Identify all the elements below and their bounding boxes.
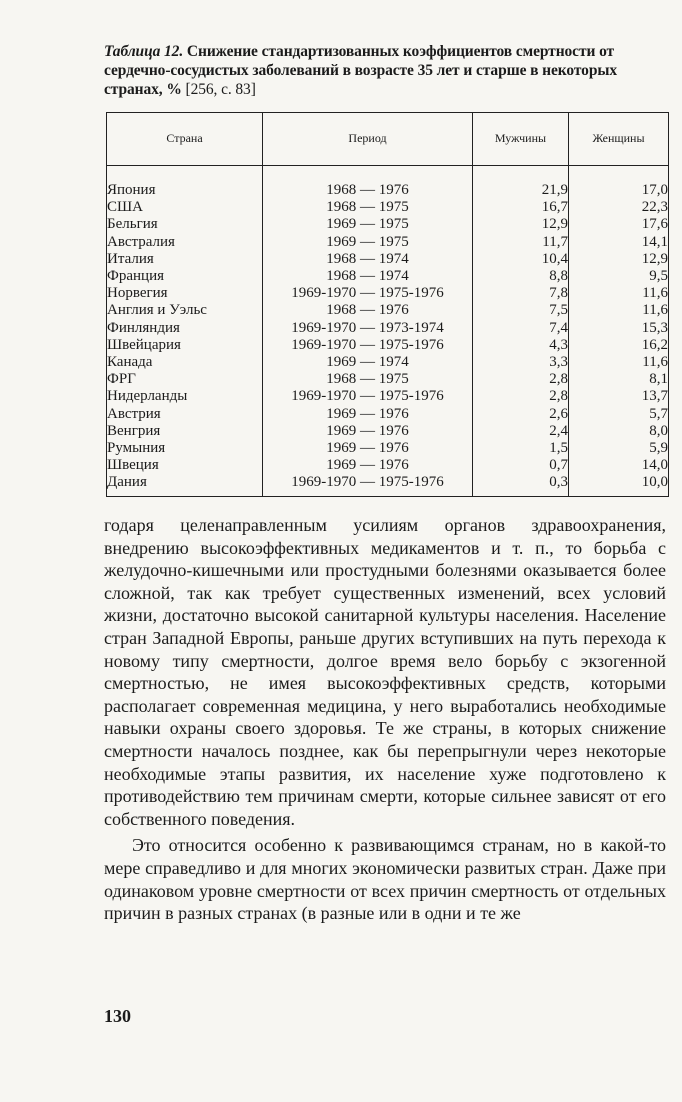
cell-women: 5,7 [569, 406, 669, 423]
cell-period: 1968 — 1974 [263, 268, 473, 285]
cell-women: 5,9 [569, 440, 669, 457]
page-number: 130 [104, 1006, 131, 1026]
cell-men: 21,9 [473, 182, 569, 199]
cell-women: 17,6 [569, 216, 669, 233]
cell-period: 1968 — 1975 [263, 371, 473, 388]
cell-men: 3,3 [473, 354, 569, 371]
table-row [107, 320, 669, 337]
cell-country: Швеция [107, 457, 263, 474]
cell-women: 12,9 [569, 251, 669, 268]
cell-men: 11,7 [473, 234, 569, 251]
cell-country: ФРГ [107, 371, 263, 388]
cell-women: 11,6 [569, 302, 669, 319]
cell-period: 1969-1970 — 1975-1976 [263, 337, 473, 354]
cell-women: 8,0 [569, 423, 669, 440]
cell-women: 15,3 [569, 320, 669, 337]
cell-country: Норвегия [107, 285, 263, 302]
cell-men: 7,8 [473, 285, 569, 302]
cell-men: 7,5 [473, 302, 569, 319]
cell-country: Швейцария [107, 337, 263, 354]
cell-men: 2,8 [473, 388, 569, 405]
cell-period: 1969 — 1976 [263, 457, 473, 474]
cell-women: 14,0 [569, 457, 669, 474]
table-row [107, 302, 669, 319]
cell-country: Венгрия [107, 423, 263, 440]
cell-men: 16,7 [473, 199, 569, 216]
header-women: Женщины [569, 113, 669, 166]
cell-country: Дания [107, 474, 263, 496]
cell-men: 1,5 [473, 440, 569, 457]
cell-period: 1969-1970 — 1975-1976 [263, 388, 473, 405]
table-number: Таблица 12. [104, 43, 184, 60]
cell-period: 1969-1970 — 1975-1976 [263, 474, 473, 496]
cell-men: 4,3 [473, 337, 569, 354]
table-source: [256, с. 83] [185, 81, 256, 98]
cell-period: 1969 — 1976 [263, 423, 473, 440]
table-row [107, 234, 669, 251]
table-row [107, 199, 669, 216]
cell-country: США [107, 199, 263, 216]
table-row [107, 216, 669, 233]
table-row [107, 440, 669, 457]
cell-men: 2,6 [473, 406, 569, 423]
cell-men: 7,4 [473, 320, 569, 337]
table-row [107, 457, 669, 474]
table-row [107, 406, 669, 423]
cell-country: Япония [107, 182, 263, 199]
cell-country: Италия [107, 251, 263, 268]
cell-period: 1969-1970 — 1973-1974 [263, 320, 473, 337]
table-row [107, 251, 669, 268]
cell-men: 8,8 [473, 268, 569, 285]
cell-period: 1968 — 1974 [263, 251, 473, 268]
cell-men: 2,4 [473, 423, 569, 440]
cell-country: Румыния [107, 440, 263, 457]
table-row [107, 285, 669, 302]
header-period: Период [263, 113, 473, 166]
cell-men: 2,8 [473, 371, 569, 388]
table-caption [104, 42, 670, 99]
cell-women: 9,5 [569, 268, 669, 285]
cell-country: Австрия [107, 406, 263, 423]
cell-period: 1968 — 1975 [263, 199, 473, 216]
cell-period: 1969 — 1974 [263, 354, 473, 371]
cell-country: Франция [107, 268, 263, 285]
header-men: Мужчины [473, 113, 569, 166]
cell-country: Бельгия [107, 216, 263, 233]
header-country: Страна [107, 113, 263, 166]
cell-country: Канада [107, 354, 263, 371]
cell-period: 1969 — 1976 [263, 406, 473, 423]
cell-women: 14,1 [569, 234, 669, 251]
cell-country: Австралия [107, 234, 263, 251]
cell-women: 8,1 [569, 371, 669, 388]
cell-men: 0,3 [473, 474, 569, 496]
table-spacer [107, 166, 669, 183]
cell-women: 16,2 [569, 337, 669, 354]
cell-women: 17,0 [569, 182, 669, 199]
cell-period: 1968 — 1976 [263, 302, 473, 319]
cell-women: 10,0 [569, 474, 669, 496]
table-row [107, 388, 669, 405]
cell-women: 13,7 [569, 388, 669, 405]
cell-women: 11,6 [569, 354, 669, 371]
table-row [107, 182, 669, 199]
mortality-table [106, 112, 669, 497]
cell-women: 22,3 [569, 199, 669, 216]
cell-period: 1969-1970 — 1975-1976 [263, 285, 473, 302]
table-title: Снижение стандартизованных коэффициентов смертности от сердечно-сосудистых заболеваний в возрасте 35 лет и старше в некоторых странах, % [104, 43, 617, 98]
paragraph-1: годаря целенаправленным усилиям органов здравоохранения, внедрению высокоэффективных медикаментов и т. п., то борьба с желудочно-кишечными или простудными болезнями оказывается более сложной, так как требует существенных изменений, всех условий жизни, достаточно высокой санитарной культуры населения. Население стран Западной Европы, раньше других вступивших на путь перехода к новому типу смертности, долгое время вело борьбу с экзогенной смертностью, не имея высокоэффективных средств, которыми располагает современная медицина, у него выработались необходимые навыки охраны своего здоровья. Те же страны, в которых снижение смертности началось позднее, как бы перепрыгнули через некоторые необходимые этапы развития, их население хуже подготовлено к противодействию тем причинам смерти, которые сильнее зависят от его собственного поведения. [104, 515, 666, 829]
table-row [107, 423, 669, 440]
cell-country: Англия и Уэльс [107, 302, 263, 319]
paragraph-2: Это относится особенно к развивающимся странам, но в какой-то мере справедливо и для многих экономически развитых стран. Даже при одинаковом уровне смертности от всех причин смертность от отдельных причин в разных странах (в разные или в одни и те же [104, 835, 666, 924]
cell-period: 1968 — 1976 [263, 182, 473, 199]
table-row [107, 268, 669, 285]
table-row [107, 371, 669, 388]
table-header-row [107, 113, 669, 166]
cell-country: Нидерланды [107, 388, 263, 405]
table-body [107, 166, 669, 497]
cell-women: 11,6 [569, 285, 669, 302]
cell-period: 1969 — 1975 [263, 216, 473, 233]
table-row [107, 474, 669, 496]
cell-period: 1969 — 1976 [263, 440, 473, 457]
cell-men: 10,4 [473, 251, 569, 268]
cell-period: 1969 — 1975 [263, 234, 473, 251]
cell-country: Финляндия [107, 320, 263, 337]
cell-men: 12,9 [473, 216, 569, 233]
table-row [107, 337, 669, 354]
cell-men: 0,7 [473, 457, 569, 474]
body-text [104, 514, 666, 925]
table-row [107, 354, 669, 371]
